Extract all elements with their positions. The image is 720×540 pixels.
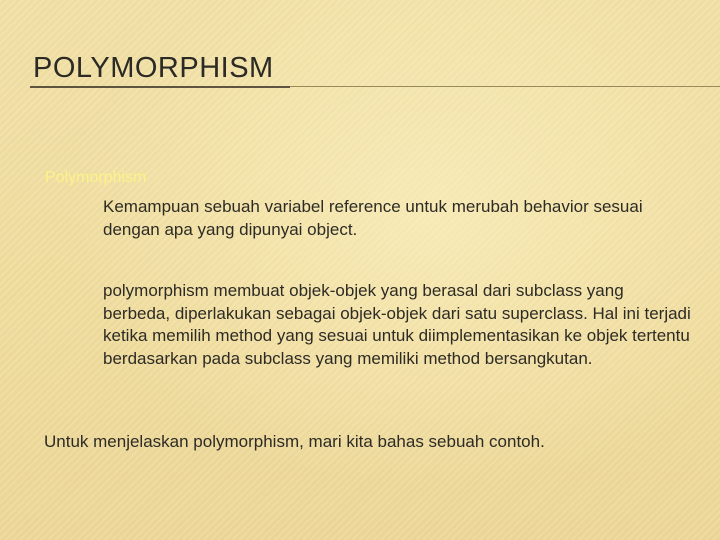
closing-sentence: Untuk menjelaskan polymorphism, mari kita bahas sebuah contoh. (44, 432, 545, 451)
subheading: Polymorphism (45, 169, 147, 186)
explanation-paragraph: polymorphism membuat objek-objek yang berasal dari subclass yang berbeda, diperlakukan sebagai objek-objek dari satu superclass. Hal ini terjadi ketika memilih method yang sesuai untuk diimplementasikan ke objek tertentu berdasarkan pada subclass yang memiliki method bersangkutan. (103, 281, 691, 368)
definition-paragraph: Kemampuan sebuah variabel reference untuk merubah behavior sesuai dengan apa yang dipunyai object. (103, 197, 643, 239)
title-underline-accent (30, 86, 290, 88)
slide-title: POLYMORPHISM (33, 52, 274, 84)
